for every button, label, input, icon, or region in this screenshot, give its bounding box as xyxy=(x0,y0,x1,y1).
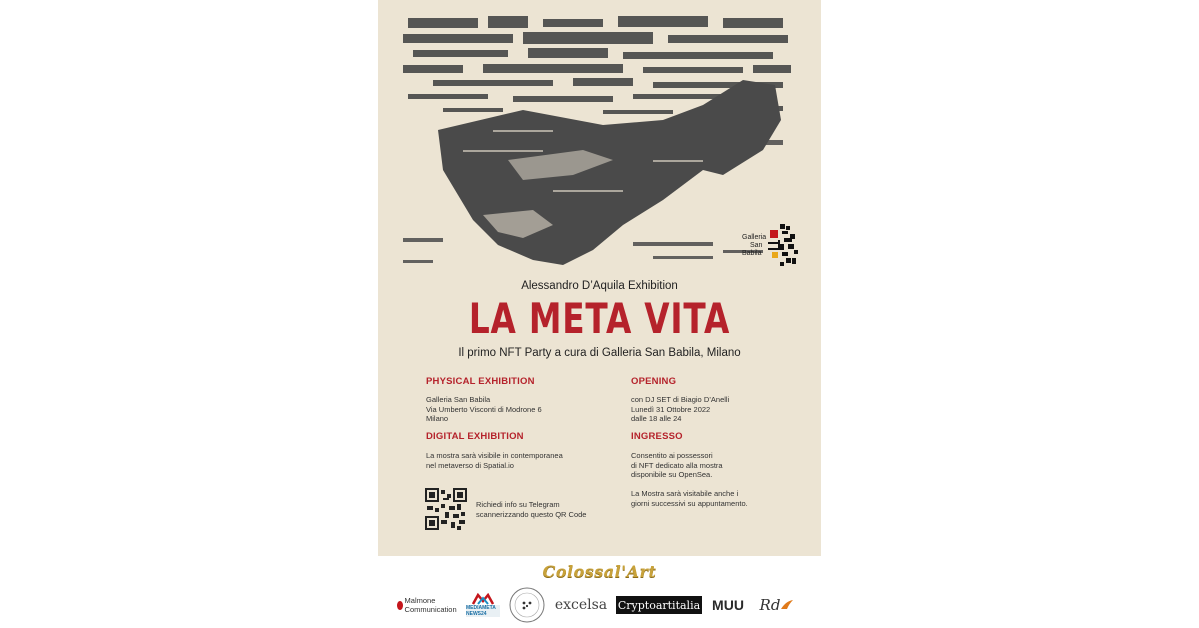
muu-logo: MUU xyxy=(712,597,744,613)
rd-logo-text: Rd xyxy=(759,596,781,614)
telegram-qr-code[interactable] xyxy=(425,488,467,530)
mediameta-logo-text: MEDIAMETA NEWS24 xyxy=(466,605,500,617)
exhibition-subtitle: Il primo NFT Party a cura di Galleria San Babila, Milano xyxy=(458,347,741,359)
cryptoartitalia-logo: Cryptoartitalia xyxy=(616,596,702,614)
rd-bird-icon xyxy=(780,599,794,611)
gallery-logo-text xyxy=(742,234,766,258)
gallery-logo-line1: Galleria xyxy=(742,234,767,241)
ingresso-title: INGRESSO xyxy=(631,431,683,442)
gallery-logo-line3: Babila xyxy=(742,250,762,257)
malmone-logo-text: Malmone Communication xyxy=(404,596,457,614)
author-line: Alessandro D’Aquila Exhibition xyxy=(521,280,678,292)
exhibition-title: LA META VITA xyxy=(468,294,731,343)
exhibition-poster xyxy=(378,0,821,556)
mediameta-logo xyxy=(466,592,500,618)
seal-logo xyxy=(508,586,546,624)
telegram-info-text: Richiedi info su Telegram scannerizzando questo QR Code xyxy=(476,500,587,519)
digital-exhibition-title: DIGITAL EXHIBITION xyxy=(426,431,524,442)
malmone-logo xyxy=(397,592,457,618)
seal-icon xyxy=(508,586,546,624)
colossal-art-logo: Colossal'Art xyxy=(542,562,657,581)
mediameta-mark-icon xyxy=(472,593,494,605)
digital-exhibition-text: La mostra sarà visibile in contemporanea nel metaverso di Spatial.io xyxy=(426,451,563,470)
opening-text: con DJ SET di Biagio D’Anelli Lunedì 31 Ottobre 2022 dalle 18 alle 24 xyxy=(631,395,730,424)
ingresso-text: Consentito ai possessori di NFT dedicato alla mostra disponibile su OpenSea. La Mostra sarà visitabile anche i giorni successivi su appuntamento. xyxy=(631,451,748,508)
excelsa-logo: excelsa xyxy=(554,597,608,613)
physical-exhibition-title: PHYSICAL EXHIBITION xyxy=(426,376,535,387)
silhouette-shape xyxy=(438,80,781,265)
opening-title: OPENING xyxy=(631,376,677,387)
gallery-logo-line2: San xyxy=(750,242,763,249)
woodcut-artwork xyxy=(403,10,795,275)
rd-logo xyxy=(754,592,800,618)
physical-exhibition-text: Galleria San Babila Via Umberto Visconti di Modrone 6 Milano xyxy=(426,395,542,424)
